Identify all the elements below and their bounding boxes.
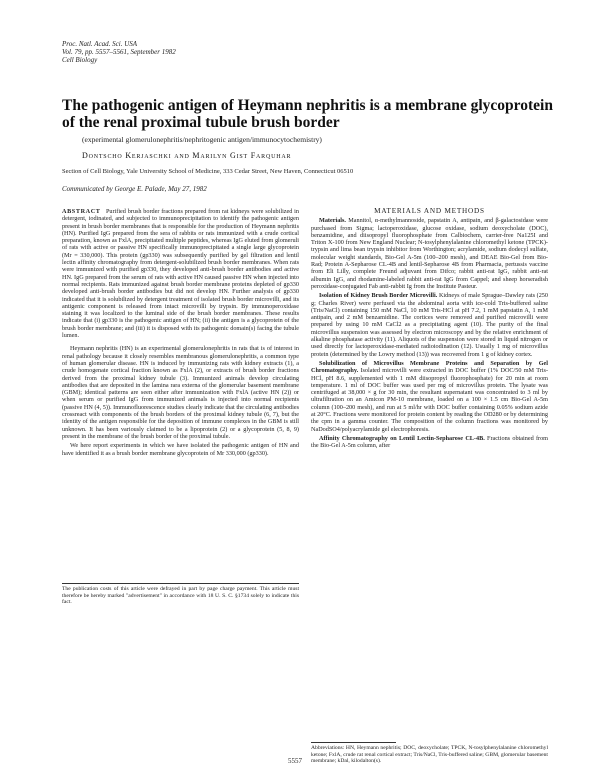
- methods-heading: MATERIALS AND METHODS: [374, 207, 485, 215]
- article-authors: Dontscho Kerjaschki and Marilyn Gist Farquhar: [82, 151, 292, 160]
- right-column: [311, 208, 548, 452]
- publication-cost-footnote: The publication costs of this article were defrayed in part by page charge payment. This article must therefore be hereby marked "advertisement" in accordance with 18 U. S. C. §1734 solely to indicate this fact.: [62, 586, 299, 606]
- solubilization-text: Isolated microvilli were extracted in DOC buffer (1% DOC/50 mM Tris-HCl, pH 8.6, supplemented with 1 mM diisopropyl fluorophosphate) for 20 min at room temperature. 1 ml of DOC buffer was used per mg of microvillus protein. The lysate was centrifuged at 38,000 × g for 30 min, the resultant supernatant was concentrated to 3 ml by ultrafiltration on an Amicon PM-10 membrane, loaded on a 100 × 1.5 cm Bio-Gel A-5m column (100–200 mesh), and run at 5 ml/hr with DOC buffer containing 0.05% sodium azide at 20°C. Fractions were monitored for protein content by reading the OD280 or by determining the cpm in a gamma counter. The composition of the column fractions was monitored by NaDodSO4/polyacrylamide gel electrophoresis.: [311, 367, 549, 433]
- solubilization-runin: Solubilization of Microvillus Membrane Proteins and Separation by Gel Chromatography.: [311, 359, 548, 375]
- intro-paragraph-2: We here report experiments in which we have isolated the pathogenic antigen of HN and have identified it as a brush border membrane glycoprotein of Mr 330,000 (gp330).: [62, 442, 299, 457]
- journal-line-3: Cell Biology: [62, 56, 98, 64]
- page-number: 5557: [288, 757, 302, 765]
- footnote-divider-right: [311, 742, 396, 743]
- abstract: [62, 208, 299, 339]
- isolation-text: Kidneys of male Sprague–Dawley rats (250 g; Charles River) were perfused via the abdominal aorta with ice-cold Tris-buffered saline (Tris/NaCl) containing 150 mM NaCl, 10 mM Tris-HCl at pH 7.2, 1 mM papstatin A, 1 mM antipain, and 2 mM benzamidine. The cortices were removed and purified microvilli were prepared by using 10 mM CaCl2 as a precipitating agent (10). The purity of the final microvillus suspension was assessed by electron microscopy and by the relative enrichment of alkaline phosphatase activity (11). Aliquots of the suspension were stored in liquid nitrogen or used directly for lactoperoxidase-mediated radioiodination (12). Usually 1 mg of microvillus protein (determined by the Lowry method (13)) was recovered from 1 g of kidney cortex.: [311, 292, 548, 358]
- intro-paragraph-1: Heymann nephritis (HN) is an experimental glomerulonephritis in rats that is of interest in renal pathology because it closely resembles membranous glomerulonephritis, a common type of human glomerular disease. HN is induced by immunizing rats with kidney extracts (1), a crude homogenate cortical fraction known as FxlA (2), or extracts of brush border fractions derived from the proximal kidney tubule (3). Immunized animals develop circulating antibodies that are deposited in the lamina rara externa of the glomerular basement membrane (GBM); identical patterns are seen either after immunization with FxlA (active HN (2)) or when serum or purified IgG from immunized animals is injected into normal recipients (passive HN (4, 5)). Immunofluorescence studies clearly indicate that the circulating antibodies crossreact with components of the brush borders of the proximal kidney tubule (6, 7), but the identity of the antigen responsible for the deposition of immune complexes in the GBM is still unknown. It has been variously claimed to be a lipoprotein (2) or a glycoprotein (5, 8, 9) present in the membrane of the brush border of the proximal tubule.: [62, 345, 299, 440]
- isolation-runin: Isolation of Kidney Brush Border Microvilli.: [319, 292, 438, 300]
- author-affiliation: Section of Cell Biology, Yale University School of Medicine, 333 Cedar Street, New Haven, Connecticut 06510: [62, 168, 354, 175]
- methods-isolation: [311, 292, 548, 358]
- methods-affinity: [311, 435, 548, 450]
- affinity-runin: Affinity Chromatography on Lentil Lectin-Sepharose CL-4B.: [319, 434, 485, 442]
- journal-header: [62, 40, 176, 64]
- journal-line-1: Proc. Natl. Acad. Sci. USA: [62, 40, 138, 48]
- article-title: The pathogenic antigen of Heymann nephritis is a membrane glycoprotein of the renal proximal tubule brush border: [62, 97, 553, 131]
- article-subtitle: (experimental glomerulonephritis/nephritogenic antigen/immunocytochemistry): [82, 135, 322, 144]
- materials-text: Mannitol, α-methylmannoside, papstatin A, antipain, and β-galactosidase were purchased from Sigma; lactoperoxidase, glucose oxidase, sodium deoxycholate (DOC), benzamidine, and diisopropyl fluorophosphate from Calbiochem, carrier-free Na125I and Triton X-100 from New England Nuclear; N-tosylphenylalanine chloromethyl ketone (TPCK)-trypsin and lima bean trypsin inhibitor from Worthington; acrylamide, sodium dodecyl sulfate, molecular weight standards, Bio-Gel A-5m (100–200 mesh), and DEAE Bio-Gel from Bio-Rad; Protein A-Sepharose CL-4B and lentil-Sepharose 4B from Pharmacia, pertussis vaccine from Eli Lilly, complete Freund adjuvant from Difco; rabbit anti-rat IgG, rabbit anti-rat albumin IgG, and rhodamine-labeled rabbit anti-rat IgG from Cappel; and sheep horseradish peroxidase-conjugated Fab anti-rabbit Ig from the Institute Pasteur.: [311, 217, 549, 290]
- abstract-text: Purified brush border fractions prepared from rat kidneys were solubilized in detergent, iodinated, and subjected to immunoprecipitation to identify the pathogenic antigen present in brush border membranes that is responsible for the production of Heymann nephritis (HN). Purified IgG prepared from the sera of rabbits or rats immunized with a crude cortical preparation, known as FxlA, precipitated multiple peptides, whereas IgG eluted from glomeruli of rats with active or passive HN specifically immunoprecipitated a single large glycoprotein (Mr = 330,000). This protein (gp330) was subsequently purified by gel filtration and lentil lectin affinity chromatography from detergent-solubilized brush border membranes. When rats were immunized with purified gp330, they developed anti-brush border antibodies and active HN. IgG prepared from the serum of rats with active HN caused passive HN when injected into normal recipients. Rats immunized against brush border membrane proteins depleted of gp330 developed anti-brush border antibodies but did not develop HN. Further analysis of gp330 indicated that it is solubilized by detergent treatment of isolated brush border microvilli, and its antigenic component is released from intact microvilli by trypsin. By immunoperoxidase staining it was localized to the luminal side of the brush border membranes. These results indicate that (i) gp330 is the pathogenic antigen of HN; (ii) the antigen is a glycoprotein of the brush border membrane; and (iii) it is disposed with its pathogenic domain(s) facing the tubule lumen.: [62, 208, 299, 340]
- methods-materials: [311, 217, 548, 290]
- left-column: [62, 208, 299, 459]
- materials-runin: Materials.: [319, 217, 346, 225]
- journal-line-2: Vol. 79, pp. 5557–5561, September 1982: [62, 48, 176, 56]
- communicated-by: Communicated by George E. Palade, May 27, 1982: [62, 185, 207, 193]
- methods-solubilization: [311, 360, 548, 433]
- abbreviations-footnote: Abbreviations: HN, Heymann nephritis; DOC, deoxycholate; TPCK, N-tosylphenylalanine chloromethyl ketone; FxlA, crude rat renal cortical extract; Tris/NaCl, Tris-buffered saline; GBM, glomerular basement membrane; kDal, kilodalton(s).: [311, 745, 548, 765]
- abstract-label: ABSTRACT: [62, 208, 101, 215]
- footnote-divider-left: [62, 583, 299, 584]
- affinity-text: Fractions obtained from the Bio-Gel A-5m column, after: [311, 434, 548, 450]
